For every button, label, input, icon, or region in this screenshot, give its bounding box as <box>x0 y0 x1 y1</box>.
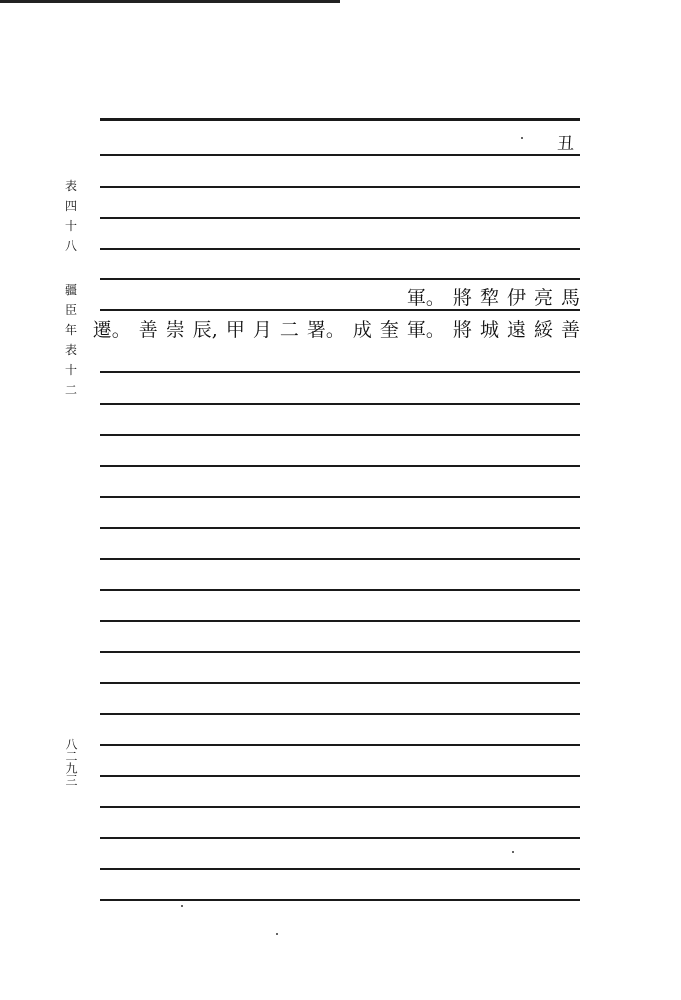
sidebar-char: 疆 <box>64 283 77 297</box>
entry-char: 軍。 <box>406 319 445 341</box>
sidebar-section-label <box>62 176 80 256</box>
page-number: 八二九三 <box>64 738 78 786</box>
entry-char: 甲 <box>225 319 245 341</box>
entry-char: 軍。 <box>406 287 445 309</box>
entry-char: 奎 <box>379 319 399 341</box>
entry-char: 崇 <box>165 319 185 341</box>
entry-char: 署。 <box>306 319 345 341</box>
table-rule <box>100 589 580 591</box>
ink-speck <box>512 851 514 853</box>
ink-speck <box>521 137 523 139</box>
table-rule <box>100 434 580 436</box>
entry-char: 馬 <box>560 287 580 309</box>
sidebar-char: 十 <box>64 363 77 377</box>
ink-speck <box>276 933 278 935</box>
table-rule <box>100 651 580 653</box>
entry-char: 辰, <box>192 319 218 341</box>
entry-char: 犂 <box>479 287 499 309</box>
entry-char: 遠 <box>506 319 526 341</box>
table-rule <box>100 868 580 870</box>
entry-char: 遷。 <box>92 319 131 341</box>
year-branch-label: 丑 <box>557 134 574 154</box>
entry-char: 善 <box>560 319 580 341</box>
sidebar-char: 八 <box>64 239 77 253</box>
table-rule <box>100 186 580 188</box>
entry-char: 二 <box>279 319 299 341</box>
entry-char: 綏 <box>533 319 553 341</box>
entry-char: 將 <box>452 287 472 309</box>
entry-char: 城 <box>479 319 499 341</box>
entry-char: 將 <box>452 319 472 341</box>
table-rule <box>100 620 580 622</box>
table-rule <box>100 775 580 777</box>
sidebar-char: 表 <box>64 179 77 193</box>
table-rule <box>100 248 580 250</box>
table-rule <box>100 403 580 405</box>
table-rule <box>100 118 580 121</box>
sidebar-char: 四 <box>64 199 77 213</box>
sidebar-char: 表 <box>64 343 77 357</box>
table-rule <box>100 154 580 156</box>
table-rule <box>100 744 580 746</box>
table-rule <box>100 371 580 373</box>
entry-char: 月 <box>252 319 272 341</box>
table-rule <box>100 837 580 839</box>
entry-row-1 <box>399 283 580 310</box>
entry-char: 亮 <box>533 287 553 309</box>
entry-row-2 <box>85 315 580 342</box>
table-rule <box>100 217 580 219</box>
table-rule <box>100 278 580 280</box>
table-rule <box>100 527 580 529</box>
table-rule <box>100 682 580 684</box>
table-rule <box>100 899 580 901</box>
entry-char: 善 <box>138 319 158 341</box>
sidebar-table-title <box>62 280 80 400</box>
table-rule <box>100 496 580 498</box>
table-rule <box>100 558 580 560</box>
sidebar-char: 年 <box>64 323 77 337</box>
ink-speck <box>181 905 183 907</box>
table-rule <box>100 713 580 715</box>
table-rule <box>100 465 580 467</box>
table-rule <box>100 806 580 808</box>
entry-char: 成 <box>352 319 372 341</box>
sidebar-char: 十 <box>64 219 77 233</box>
sidebar-char: 臣 <box>64 303 77 317</box>
sidebar-char: 二 <box>64 383 77 397</box>
entry-char: 伊 <box>506 287 526 309</box>
scan-edge-strip <box>0 0 340 3</box>
